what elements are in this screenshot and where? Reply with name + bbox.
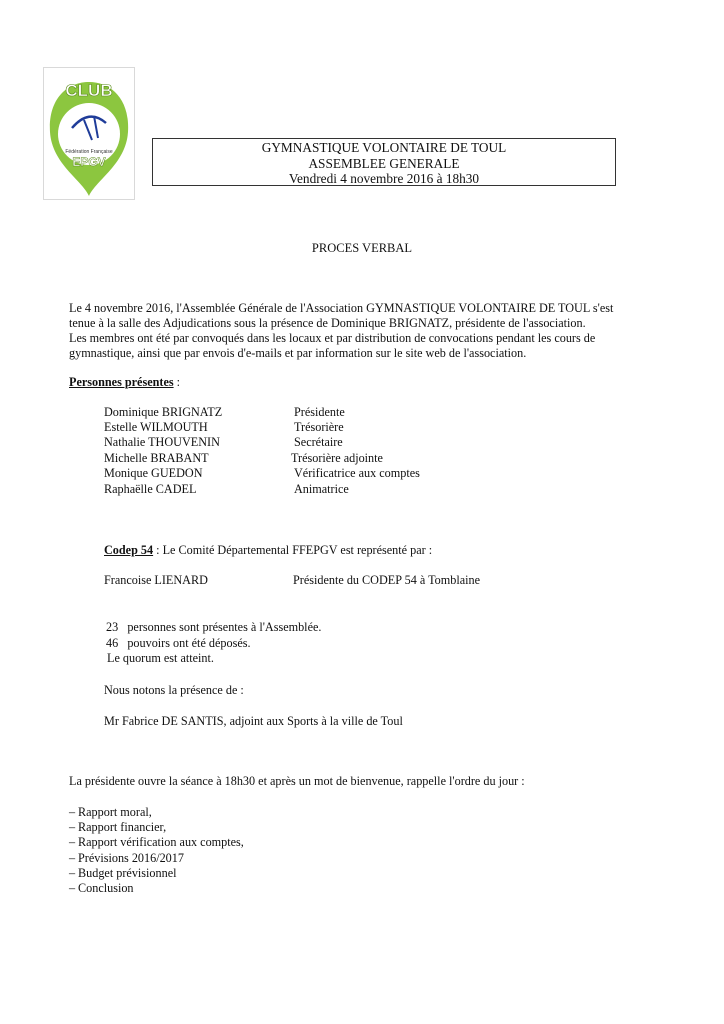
codep-line [104,543,432,558]
codep-role: Présidente du CODEP 54 à Tomblaine [293,573,481,587]
header-line-3: Vendredi 4 novembre 2016 à 18h30 [288,171,480,186]
agenda-item-label: Budget prévisionnel [78,866,177,880]
present-heading: Personnes présentes [69,375,174,389]
agenda-item: – Rapport vérification aux comptes, [69,835,244,849]
agenda-item-label: Conclusion [78,881,134,895]
codep-heading: Codep 54 [104,543,154,557]
header-line-1: GYMNASTIQUE VOLONTAIRE DE TOUL [261,140,507,155]
agenda-item: – Conclusion [69,881,134,895]
logo-bottom-text: EPGV [72,155,106,169]
person-name: Estelle WILMOUTH [104,420,208,434]
intro-line: Les membres ont été par convoqués dans les locaux et par distribution de convocations pendant les cours de [69,331,596,345]
header-title-box [152,138,616,186]
present-heading-suffix: : [173,375,181,389]
quorum-status: Le quorum est atteint. [107,651,214,665]
person-name: Michelle BRABANT [104,451,209,465]
intro-line: tenue à la salle des Adjudications sous la présence de Dominique BRIGNATZ, présidente de l'association. [69,316,586,330]
agenda-item-label: Rapport financier, [78,820,167,834]
person-role: Présidente [294,405,345,419]
quorum-proxies: 46 pouvoirs ont été déposés. [106,636,251,650]
intro-line: Le 4 novembre 2016, l'Assemblée Générale de l'Association GYMNASTIQUE VOLONTAIRE DE TOUL s'est [69,301,614,315]
club-badge-icon [44,68,134,199]
person-role: Vérificatrice aux comptes [294,466,420,480]
agenda-item: – Rapport financier, [69,820,167,834]
person-role: Secrétaire [294,435,343,449]
agenda-item-label: Rapport moral, [78,805,152,819]
logo-sub-text: Fédération Française [65,149,113,155]
person-role: Animatrice [294,482,349,496]
agenda-item: – Rapport moral, [69,805,152,819]
person-name: Raphaëlle CADEL [104,482,197,496]
codep-name: Francoise LIENARD [104,573,208,587]
opening-text: La présidente ouvre la séance à 18h30 et après un mot de bienvenue, rappelle l'ordre du jour : [69,774,525,788]
person-name: Nathalie THOUVENIN [104,435,220,449]
person-name: Dominique BRIGNATZ [104,405,223,419]
notons-text: Nous notons la présence de : [104,683,244,697]
agenda-item-label: Prévisions 2016/2017 [78,851,184,865]
document-title: PROCES VERBAL [311,241,413,255]
club-logo [43,67,135,200]
present-heading-line [69,375,180,391]
header-line-2: ASSEMBLEE GENERALE [308,155,460,171]
codep-text: : Le Comité Départemental FFEPGV est représenté par : [153,543,433,557]
person-name: Monique GUEDON [104,466,203,480]
person-role: Trésorière [294,420,344,434]
agenda-item: – Budget prévisionnel [69,866,177,880]
quorum-present: 23 personnes sont présentes à l'Assemblée. [106,620,322,634]
agenda-item: – Prévisions 2016/2017 [69,851,184,865]
intro-line: gymnastique, ainsi que par envois d'e-mails et par information sur le site web de l'association. [69,346,527,360]
logo-top-text: CLUB [65,81,113,100]
guest-line: Mr Fabrice DE SANTIS, adjoint aux Sports à la ville de Toul [104,714,403,728]
agenda-item-label: Rapport vérification aux comptes, [78,835,244,849]
person-role: Trésorière adjointe [291,451,383,465]
